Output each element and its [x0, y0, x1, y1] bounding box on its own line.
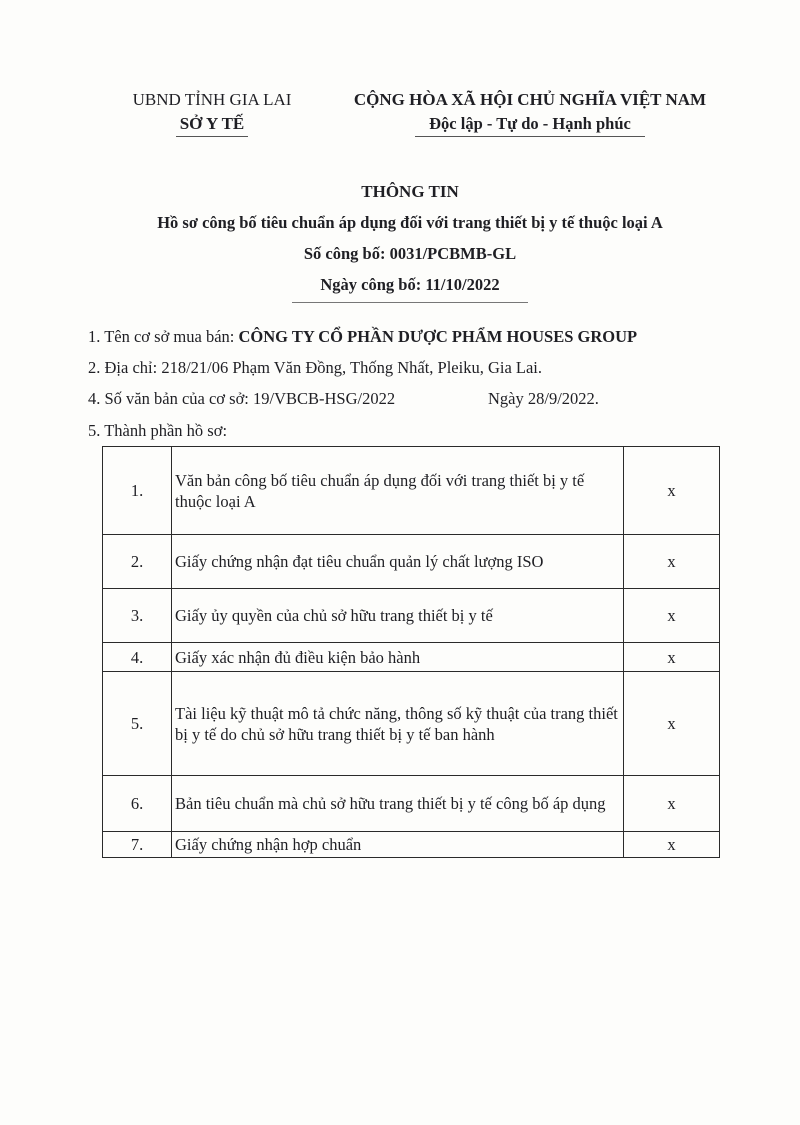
- row-number: 2.: [103, 535, 172, 589]
- info-line-1: [88, 326, 637, 348]
- document-name: Giấy chứng nhận đạt tiêu chuẩn quản lý chất lượng ISO: [172, 535, 624, 589]
- table-row: [103, 832, 720, 858]
- title-underline: [292, 302, 528, 303]
- agency-underline: [176, 136, 248, 137]
- dossier-table: [102, 446, 720, 858]
- included-mark: x: [624, 832, 720, 858]
- issuing-agency: [112, 88, 312, 137]
- document-title: THÔNG TIN: [361, 182, 459, 201]
- info-line-2: 2. Địa chỉ: 218/21/06 Phạm Văn Đồng, Thống Nhất, Pleiku, Gia Lai.: [88, 358, 543, 377]
- table-row: [103, 589, 720, 643]
- announcement-number: Số công bố: 0031/PCBMB-GL: [303, 244, 517, 263]
- motto-underline: [415, 136, 645, 137]
- table-row: [103, 776, 720, 832]
- table-row: [103, 672, 720, 776]
- document-name: Bản tiêu chuẩn mà chủ sở hữu trang thiết bị y tế công bố áp dụng: [172, 776, 624, 832]
- row-number: 1.: [103, 447, 172, 535]
- row-number: 7.: [103, 832, 172, 858]
- document-name: Giấy xác nhận đủ điều kiện bảo hành: [172, 643, 624, 672]
- included-mark: x: [624, 776, 720, 832]
- row-number: 5.: [103, 672, 172, 776]
- included-mark: x: [624, 447, 720, 535]
- national-heading: [330, 88, 730, 137]
- nation-name: CỘNG HÒA XÃ HỘI CHỦ NGHĨA VIỆT NAM: [353, 90, 707, 109]
- table-row: [103, 643, 720, 672]
- document-subtitle: Hồ sơ công bố tiêu chuẩn áp dụng đối với trang thiết bị y tế thuộc loại A: [157, 213, 663, 232]
- info-line-5: 5. Thành phần hồ sơ:: [88, 421, 228, 440]
- included-mark: x: [624, 672, 720, 776]
- document-name: Tài liệu kỹ thuật mô tả chức năng, thông số kỹ thuật của trang thiết bị y tế do chủ sở hữu trang thiết bị y tế ban hành: [172, 672, 624, 776]
- row-number: 3.: [103, 589, 172, 643]
- info-line-4: [88, 388, 599, 410]
- table-row: [103, 447, 720, 535]
- document-name: Văn bản công bố tiêu chuẩn áp dụng đối với trang thiết bị y tế thuộc loại A: [172, 447, 624, 535]
- facility-name-label: 1. Tên cơ sở mua bán:: [88, 327, 239, 346]
- document-number-label: 4. Số văn bản của cơ sở: 19/VBCB-HSG/2022: [88, 389, 396, 408]
- included-mark: x: [624, 589, 720, 643]
- row-number: 6.: [103, 776, 172, 832]
- facility-name-value: CÔNG TY CỔ PHẦN DƯỢC PHẨM HOUSES GROUP: [238, 327, 638, 346]
- table-row: [103, 535, 720, 589]
- announcement-date: Ngày công bố: 11/10/2022: [320, 275, 500, 294]
- provincial-committee: UBND TỈNH GIA LAI: [132, 90, 292, 109]
- document-name: Giấy ủy quyền của chủ sở hữu trang thiết bị y tế: [172, 589, 624, 643]
- document-name: Giấy chứng nhận hợp chuẩn: [172, 832, 624, 858]
- department-name: SỞ Y TẾ: [179, 114, 245, 133]
- document-date: Ngày 28/9/2022.: [488, 389, 599, 408]
- included-mark: x: [624, 535, 720, 589]
- national-motto: Độc lập - Tự do - Hạnh phúc: [429, 114, 631, 133]
- included-mark: x: [624, 643, 720, 672]
- document-title-block: [100, 176, 720, 303]
- row-number: 4.: [103, 643, 172, 672]
